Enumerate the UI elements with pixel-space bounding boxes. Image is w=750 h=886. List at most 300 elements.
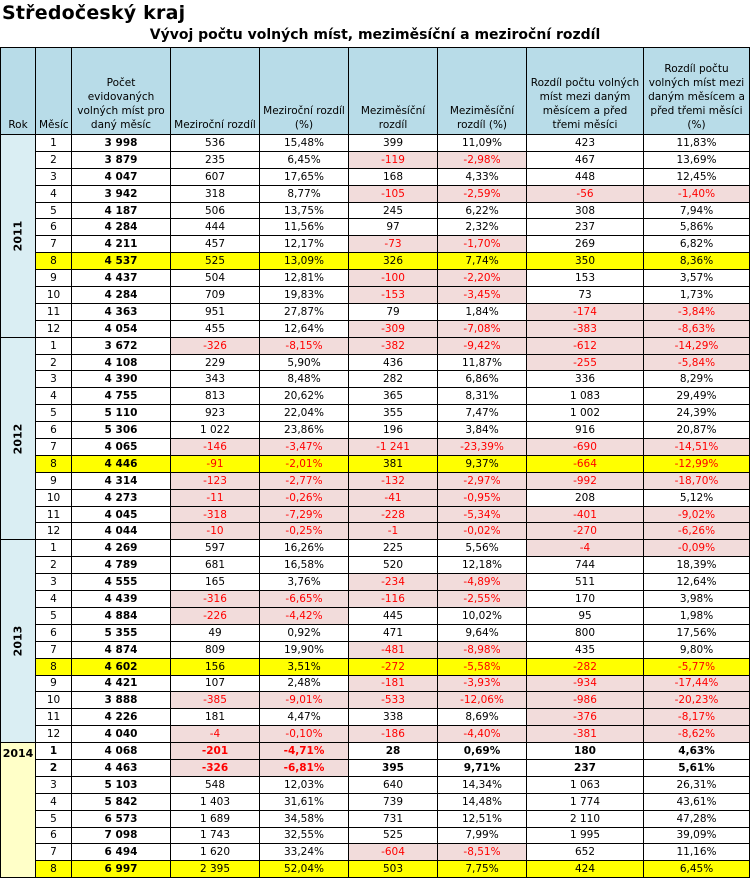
count-cell: 3 888 <box>72 692 171 709</box>
value-cell: 20,87% <box>644 422 750 439</box>
value-cell: 951 <box>171 303 260 320</box>
table-row <box>1 151 750 168</box>
value-cell: -612 <box>527 337 644 354</box>
month-cell: 11 <box>36 506 72 523</box>
value-cell: 1 995 <box>527 827 644 844</box>
count-cell: 4 187 <box>72 202 171 219</box>
value-cell: -6,26% <box>644 523 750 540</box>
value-cell: 9,64% <box>438 624 527 641</box>
count-cell: 4 789 <box>72 557 171 574</box>
value-cell: 47,28% <box>644 810 750 827</box>
month-cell: 10 <box>36 287 72 304</box>
table-row <box>1 658 750 675</box>
value-cell: 15,48% <box>260 135 349 152</box>
table-row <box>1 574 750 591</box>
value-cell: 308 <box>527 202 644 219</box>
value-cell: 181 <box>171 709 260 726</box>
value-cell: 4,47% <box>260 709 349 726</box>
value-cell: 3,76% <box>260 574 349 591</box>
value-cell: 338 <box>349 709 438 726</box>
value-cell: 4,63% <box>644 743 750 760</box>
value-cell: 800 <box>527 624 644 641</box>
table-row <box>1 726 750 743</box>
month-cell: 8 <box>36 861 72 878</box>
value-cell: -5,84% <box>644 354 750 371</box>
value-cell: 22,04% <box>260 405 349 422</box>
value-cell: -8,98% <box>438 641 527 658</box>
value-cell: 467 <box>527 151 644 168</box>
value-cell: -8,63% <box>644 320 750 337</box>
value-cell: 12,64% <box>644 574 750 591</box>
value-cell: -8,51% <box>438 844 527 861</box>
value-cell: -9,42% <box>438 337 527 354</box>
count-cell: 6 573 <box>72 810 171 827</box>
value-cell: -992 <box>527 472 644 489</box>
count-cell: 3 879 <box>72 151 171 168</box>
count-cell: 4 284 <box>72 287 171 304</box>
month-cell: 4 <box>36 591 72 608</box>
value-cell: 2 395 <box>171 861 260 878</box>
month-cell: 9 <box>36 472 72 489</box>
count-cell: 4 314 <box>72 472 171 489</box>
value-cell: -385 <box>171 692 260 709</box>
table-row <box>1 253 750 270</box>
value-cell: 196 <box>349 422 438 439</box>
value-cell: -186 <box>349 726 438 743</box>
value-cell: 731 <box>349 810 438 827</box>
value-cell: 471 <box>349 624 438 641</box>
table-row <box>1 743 750 760</box>
header-cell: Meziroční rozdíl (%) <box>260 48 349 135</box>
table-row <box>1 219 750 236</box>
table-row <box>1 135 750 152</box>
value-cell: -2,55% <box>438 591 527 608</box>
value-cell: -2,59% <box>438 185 527 202</box>
value-cell: 269 <box>527 236 644 253</box>
value-cell: 32,55% <box>260 827 349 844</box>
table-row <box>1 861 750 878</box>
value-cell: -4 <box>171 726 260 743</box>
value-cell: -2,97% <box>438 472 527 489</box>
header-cell: Meziměsíční rozdíl <box>349 48 438 135</box>
value-cell: -376 <box>527 709 644 726</box>
value-cell: -9,01% <box>260 692 349 709</box>
value-cell: 8,29% <box>644 371 750 388</box>
value-cell: -401 <box>527 506 644 523</box>
month-cell: 12 <box>36 523 72 540</box>
value-cell: -270 <box>527 523 644 540</box>
value-cell: -10 <box>171 523 260 540</box>
value-cell: -8,17% <box>644 709 750 726</box>
value-cell: -690 <box>527 439 644 456</box>
value-cell: 444 <box>171 219 260 236</box>
value-cell: 170 <box>527 591 644 608</box>
table-row <box>1 303 750 320</box>
value-cell: 28 <box>349 743 438 760</box>
value-cell: 12,18% <box>438 557 527 574</box>
month-cell: 10 <box>36 692 72 709</box>
month-cell: 3 <box>36 371 72 388</box>
value-cell: -255 <box>527 354 644 371</box>
table-row <box>1 810 750 827</box>
value-cell: 6,82% <box>644 236 750 253</box>
value-cell: 43,61% <box>644 793 750 810</box>
value-cell: 17,56% <box>644 624 750 641</box>
table-row <box>1 844 750 861</box>
table-row <box>1 523 750 540</box>
value-cell: 19,90% <box>260 641 349 658</box>
month-cell: 5 <box>36 810 72 827</box>
month-cell: 6 <box>36 624 72 641</box>
value-cell: -316 <box>171 591 260 608</box>
count-cell: 5 355 <box>72 624 171 641</box>
value-cell: -41 <box>349 489 438 506</box>
value-cell: 12,64% <box>260 320 349 337</box>
month-cell: 4 <box>36 793 72 810</box>
value-cell: 12,81% <box>260 270 349 287</box>
value-cell: 11,09% <box>438 135 527 152</box>
value-cell: -664 <box>527 455 644 472</box>
value-cell: 1,73% <box>644 287 750 304</box>
month-cell: 1 <box>36 743 72 760</box>
value-cell: -8,15% <box>260 337 349 354</box>
year-cell <box>1 337 36 540</box>
value-cell: 1 083 <box>527 388 644 405</box>
count-cell: 6 494 <box>72 844 171 861</box>
count-cell: 5 842 <box>72 793 171 810</box>
value-cell: 6,45% <box>260 151 349 168</box>
value-cell: 511 <box>527 574 644 591</box>
count-cell: 4 884 <box>72 607 171 624</box>
month-cell: 2 <box>36 354 72 371</box>
value-cell: -0,02% <box>438 523 527 540</box>
value-cell: 49 <box>171 624 260 641</box>
table-row <box>1 320 750 337</box>
value-cell: 6,86% <box>438 371 527 388</box>
value-cell: 0,69% <box>438 743 527 760</box>
value-cell: -153 <box>349 287 438 304</box>
value-cell: 2 110 <box>527 810 644 827</box>
value-cell: 7,74% <box>438 253 527 270</box>
value-cell: -119 <box>349 151 438 168</box>
value-cell: -3,47% <box>260 439 349 456</box>
value-cell: 79 <box>349 303 438 320</box>
value-cell: 1 743 <box>171 827 260 844</box>
month-cell: 7 <box>36 236 72 253</box>
value-cell: -0,10% <box>260 726 349 743</box>
count-cell: 5 306 <box>72 422 171 439</box>
value-cell: -986 <box>527 692 644 709</box>
count-cell: 4 054 <box>72 320 171 337</box>
value-cell: 237 <box>527 759 644 776</box>
value-cell: -91 <box>171 455 260 472</box>
count-cell: 5 110 <box>72 405 171 422</box>
month-cell: 8 <box>36 253 72 270</box>
value-cell: -201 <box>171 743 260 760</box>
month-cell: 10 <box>36 489 72 506</box>
value-cell: 153 <box>527 270 644 287</box>
value-cell: 395 <box>349 759 438 776</box>
value-cell: -1,70% <box>438 236 527 253</box>
value-cell: -0,25% <box>260 523 349 540</box>
value-cell: -1 241 <box>349 439 438 456</box>
value-cell: 7,94% <box>644 202 750 219</box>
value-cell: 34,58% <box>260 810 349 827</box>
value-cell: 457 <box>171 236 260 253</box>
value-cell: 23,86% <box>260 422 349 439</box>
count-cell: 4 439 <box>72 591 171 608</box>
value-cell: -73 <box>349 236 438 253</box>
value-cell: 3,51% <box>260 658 349 675</box>
year-cell <box>1 743 36 878</box>
month-cell: 7 <box>36 439 72 456</box>
table-row <box>1 185 750 202</box>
value-cell: -1 <box>349 523 438 540</box>
count-cell: 4 874 <box>72 641 171 658</box>
value-cell: 350 <box>527 253 644 270</box>
value-cell: -1,40% <box>644 185 750 202</box>
value-cell: 597 <box>171 540 260 557</box>
count-cell: 4 226 <box>72 709 171 726</box>
year-label: 2011 <box>11 220 24 252</box>
value-cell: -381 <box>527 726 644 743</box>
month-cell: 9 <box>36 270 72 287</box>
value-cell: 343 <box>171 371 260 388</box>
month-cell: 1 <box>36 337 72 354</box>
value-cell: 504 <box>171 270 260 287</box>
table-row <box>1 270 750 287</box>
table-row <box>1 776 750 793</box>
value-cell: -272 <box>349 658 438 675</box>
value-cell: -481 <box>349 641 438 658</box>
value-cell: 208 <box>527 489 644 506</box>
value-cell: -56 <box>527 185 644 202</box>
value-cell: 24,39% <box>644 405 750 422</box>
value-cell: -4,40% <box>438 726 527 743</box>
page-subtitle: Vývoj počtu volných míst, meziměsíční a meziroční rozdíl <box>149 27 601 43</box>
value-cell: 525 <box>171 253 260 270</box>
value-cell: 12,17% <box>260 236 349 253</box>
table-row <box>1 472 750 489</box>
count-cell: 4 555 <box>72 574 171 591</box>
table-row <box>1 759 750 776</box>
value-cell: 318 <box>171 185 260 202</box>
value-cell: 3,98% <box>644 591 750 608</box>
value-cell: -116 <box>349 591 438 608</box>
header-cell: Počet evidovaných volných míst pro daný měsíc <box>72 48 171 135</box>
count-cell: 4 755 <box>72 388 171 405</box>
month-cell: 2 <box>36 557 72 574</box>
count-cell: 4 068 <box>72 743 171 760</box>
month-cell: 11 <box>36 709 72 726</box>
value-cell: 7,75% <box>438 861 527 878</box>
value-cell: -4,89% <box>438 574 527 591</box>
count-cell: 4 065 <box>72 439 171 456</box>
value-cell: 229 <box>171 354 260 371</box>
value-cell: -11 <box>171 489 260 506</box>
table-row <box>1 591 750 608</box>
value-cell: -0,95% <box>438 489 527 506</box>
value-cell: -4,42% <box>260 607 349 624</box>
value-cell: 399 <box>349 135 438 152</box>
value-cell: 813 <box>171 388 260 405</box>
table-row <box>1 607 750 624</box>
value-cell: 9,71% <box>438 759 527 776</box>
table-row <box>1 405 750 422</box>
value-cell: 739 <box>349 793 438 810</box>
value-cell: 365 <box>349 388 438 405</box>
value-cell: 20,62% <box>260 388 349 405</box>
count-cell: 4 437 <box>72 270 171 287</box>
table-row <box>1 675 750 692</box>
value-cell: 16,58% <box>260 557 349 574</box>
value-cell: 237 <box>527 219 644 236</box>
value-cell: 39,09% <box>644 827 750 844</box>
value-cell: 13,09% <box>260 253 349 270</box>
table-row <box>1 422 750 439</box>
table-row <box>1 641 750 658</box>
value-cell: -9,02% <box>644 506 750 523</box>
value-cell: 5,86% <box>644 219 750 236</box>
value-cell: 424 <box>527 861 644 878</box>
count-cell: 4 045 <box>72 506 171 523</box>
month-cell: 6 <box>36 219 72 236</box>
month-cell: 6 <box>36 422 72 439</box>
value-cell: -3,84% <box>644 303 750 320</box>
year-label: 2012 <box>11 423 24 454</box>
count-cell: 4 602 <box>72 658 171 675</box>
value-cell: 4,33% <box>438 168 527 185</box>
value-cell: 326 <box>349 253 438 270</box>
value-cell: -105 <box>349 185 438 202</box>
value-cell: 681 <box>171 557 260 574</box>
value-cell: 1 022 <box>171 422 260 439</box>
value-cell: -2,77% <box>260 472 349 489</box>
value-cell: -309 <box>349 320 438 337</box>
value-cell: 809 <box>171 641 260 658</box>
month-cell: 3 <box>36 574 72 591</box>
table-row <box>1 287 750 304</box>
value-cell: 5,56% <box>438 540 527 557</box>
month-cell: 9 <box>36 675 72 692</box>
value-cell: 503 <box>349 861 438 878</box>
month-cell: 2 <box>36 759 72 776</box>
value-cell: 180 <box>527 743 644 760</box>
month-cell: 4 <box>36 388 72 405</box>
value-cell: -14,51% <box>644 439 750 456</box>
table-body <box>1 135 750 878</box>
table-row <box>1 489 750 506</box>
month-cell: 4 <box>36 185 72 202</box>
value-cell: 0,92% <box>260 624 349 641</box>
month-cell: 2 <box>36 151 72 168</box>
month-cell: 8 <box>36 658 72 675</box>
year-label: 2014 <box>2 747 34 761</box>
value-cell: 5,61% <box>644 759 750 776</box>
value-cell: 1,84% <box>438 303 527 320</box>
count-cell: 4 390 <box>72 371 171 388</box>
value-cell: 6,22% <box>438 202 527 219</box>
value-cell: 652 <box>527 844 644 861</box>
value-cell: 7,99% <box>438 827 527 844</box>
value-cell: 355 <box>349 405 438 422</box>
value-cell: 8,31% <box>438 388 527 405</box>
value-cell: -318 <box>171 506 260 523</box>
value-cell: 95 <box>527 607 644 624</box>
month-cell: 12 <box>36 726 72 743</box>
value-cell: -5,34% <box>438 506 527 523</box>
value-cell: 245 <box>349 202 438 219</box>
value-cell: 282 <box>349 371 438 388</box>
value-cell: 235 <box>171 151 260 168</box>
value-cell: 26,31% <box>644 776 750 793</box>
value-cell: 436 <box>349 354 438 371</box>
month-cell: 3 <box>36 776 72 793</box>
value-cell: 336 <box>527 371 644 388</box>
count-cell: 4 463 <box>72 759 171 776</box>
table-row <box>1 371 750 388</box>
value-cell: -123 <box>171 472 260 489</box>
value-cell: -23,39% <box>438 439 527 456</box>
value-cell: 10,02% <box>438 607 527 624</box>
count-cell: 4 537 <box>72 253 171 270</box>
value-cell: 607 <box>171 168 260 185</box>
value-cell: 17,65% <box>260 168 349 185</box>
value-cell: 744 <box>527 557 644 574</box>
count-cell: 4 284 <box>72 219 171 236</box>
year-cell <box>1 540 36 743</box>
value-cell: 33,24% <box>260 844 349 861</box>
value-cell: 165 <box>171 574 260 591</box>
month-cell: 3 <box>36 168 72 185</box>
value-cell: 3,84% <box>438 422 527 439</box>
value-cell: -383 <box>527 320 644 337</box>
value-cell: -7,08% <box>438 320 527 337</box>
value-cell: -146 <box>171 439 260 456</box>
value-cell: -100 <box>349 270 438 287</box>
count-cell: 4 363 <box>72 303 171 320</box>
value-cell: 18,39% <box>644 557 750 574</box>
value-cell: -226 <box>171 607 260 624</box>
value-cell: 506 <box>171 202 260 219</box>
value-cell: 423 <box>527 135 644 152</box>
month-cell: 5 <box>36 405 72 422</box>
count-cell: 4 047 <box>72 168 171 185</box>
count-cell: 4 040 <box>72 726 171 743</box>
value-cell: 11,16% <box>644 844 750 861</box>
month-cell: 12 <box>36 320 72 337</box>
value-cell: 1,98% <box>644 607 750 624</box>
value-cell: 73 <box>527 287 644 304</box>
value-cell: 31,61% <box>260 793 349 810</box>
value-cell: 6,45% <box>644 861 750 878</box>
count-cell: 4 269 <box>72 540 171 557</box>
value-cell: 168 <box>349 168 438 185</box>
value-cell: -6,81% <box>260 759 349 776</box>
value-cell: -326 <box>171 759 260 776</box>
count-cell: 3 942 <box>72 185 171 202</box>
header-cell: Meziměsíční rozdíl (%) <box>438 48 527 135</box>
value-cell: 8,69% <box>438 709 527 726</box>
value-cell: -181 <box>349 675 438 692</box>
table-row <box>1 354 750 371</box>
value-cell: 1 689 <box>171 810 260 827</box>
header-cell: Rok <box>1 48 36 135</box>
value-cell: 2,48% <box>260 675 349 692</box>
value-cell: -132 <box>349 472 438 489</box>
value-cell: 3,57% <box>644 270 750 287</box>
value-cell: -228 <box>349 506 438 523</box>
